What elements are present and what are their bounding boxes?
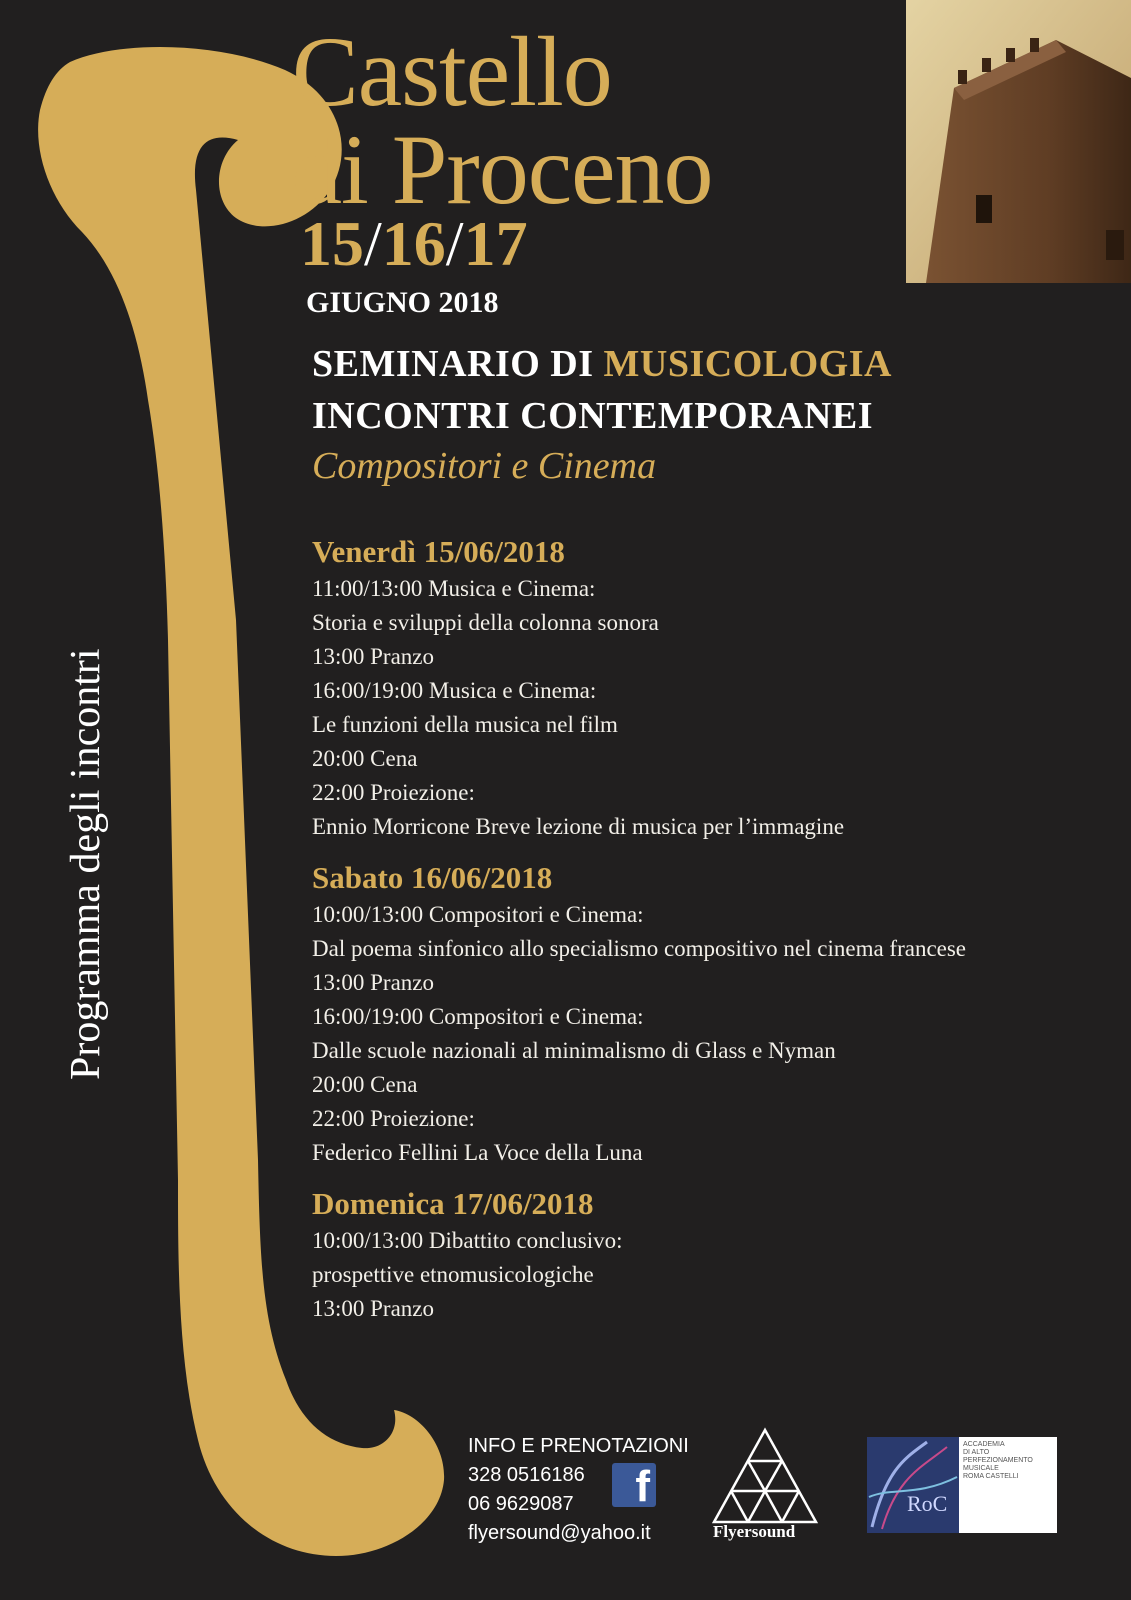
schedule-item: Dalle scuole nazionali al minimalismo di Glass e Nyman: [312, 1038, 836, 1063]
schedule-item: 13:00 Pranzo: [312, 970, 435, 995]
seminar-theme: Compositori e Cinema: [312, 445, 657, 487]
schedule-item: 10:00/13:00 Compositori e Cinema:: [312, 902, 644, 927]
day-heading-sunday: Domenica 17/06/2018: [312, 1186, 594, 1221]
contact-phone-1[interactable]: 328 0516186: [468, 1464, 585, 1486]
seminar-title-white: SEMINARIO DI: [312, 343, 604, 385]
schedule-item: 16:00/19:00 Musica e Cinema:: [312, 678, 597, 703]
event-dates: 15/16/17: [300, 208, 528, 279]
day-heading-friday: Venerdì 15/06/2018: [312, 534, 565, 569]
title-line-2: di Proceno: [292, 114, 713, 225]
date-3: 17: [463, 208, 528, 279]
facebook-icon[interactable]: f: [612, 1463, 656, 1507]
schedule-item: Ennio Morricone Breve lezione di musica per l’immagine: [312, 814, 845, 839]
contact-email[interactable]: flyersound@yahoo.it: [468, 1522, 651, 1544]
contact-phone-2[interactable]: 06 9629087: [468, 1493, 574, 1515]
seminar-title: [312, 342, 892, 386]
program-schedule: [312, 532, 1112, 1326]
schedule-item: Dal poema sinfonico allo specialismo compositivo nel cinema francese: [312, 936, 967, 961]
schedule-item: 22:00 Proiezione:: [312, 780, 475, 805]
date-1: 15: [300, 208, 364, 279]
schedule-item: Federico Fellini La Voce della Luna: [312, 1140, 643, 1165]
schedule-item: prospettive etnomusicologiche: [312, 1262, 594, 1287]
side-label: Programma degli incontri: [63, 648, 109, 1080]
contact-heading: INFO E PRENOTAZIONI: [468, 1435, 689, 1457]
schedule-item: Storia e sviluppi della colonna sonora: [312, 610, 659, 635]
schedule-item: 13:00 Pranzo: [312, 644, 435, 669]
schedule-item: 22:00 Proiezione:: [312, 1106, 475, 1131]
month-year: GIUGNO 2018: [306, 286, 499, 319]
schedule-item: 16:00/19:00 Compositori e Cinema:: [312, 1004, 644, 1029]
schedule-item: 11:00/13:00 Musica e Cinema:: [312, 576, 596, 601]
schedule-item: 13:00 Pranzo: [312, 1296, 435, 1321]
flyersound-label: Flyersound: [713, 1522, 796, 1541]
schedule-item: 20:00 Cena: [312, 746, 418, 771]
seminar-subtitle: INCONTRI CONTEMPORANEI: [312, 395, 873, 437]
schedule-item: Le funzioni della musica nel film: [312, 712, 618, 737]
academy-name: ACCADEMIA DI ALTO PERFEZIONAMENTO MUSICALE ROMA CASTELLI: [963, 1441, 1033, 1480]
flyersound-logo-icon: [710, 1426, 820, 1526]
academy-logo: [867, 1437, 1057, 1533]
seminar-title-gold: MUSICOLOGIA: [603, 343, 892, 385]
castle-tower-photo: [906, 0, 1131, 283]
svg-text:RoC: RoC: [907, 1491, 948, 1516]
date-2: 16: [381, 208, 446, 279]
schedule-item: 10:00/13:00 Dibattito conclusivo:: [312, 1228, 623, 1253]
title-line-1: Castello: [292, 16, 612, 127]
day-heading-saturday: Sabato 16/06/2018: [312, 860, 553, 895]
schedule-item: 20:00 Cena: [312, 1072, 418, 1097]
academy-logo-graphic: [867, 1437, 959, 1533]
